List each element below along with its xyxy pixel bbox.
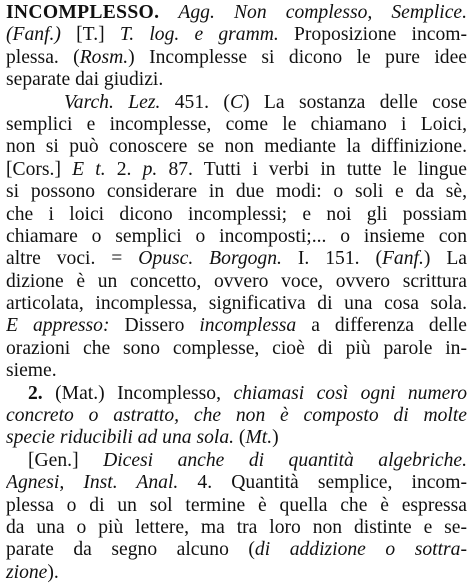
entry-line: INCOMPLESSO. Agg. Non complesso, Semplice. [6,2,467,23]
citation-line: non si può conoscere se non mediante la diffinizione. [6,136,467,158]
citation-line: si possono considerare in due modi: o soli e da sè, [6,181,467,203]
citation-line: E appresso: Dissero incomplessa a differenza delle [6,315,467,337]
sense-line: concreto o astratto, che non è composto di molte [6,405,467,427]
citation-line: dizione è un concetto, ovvero voce, ovvero scrittura [6,270,467,292]
sense-line: 2. (Mat.) Incomplesso, chiamasi così ogni numero [28,382,467,404]
sense-line: parate da segno alcuno (di addizione o sottra- [6,539,467,561]
headword: INCOMPLESSO. [6,2,160,23]
citation-line: orazioni che sono complesse, cioè di più parole in- [6,337,467,359]
citation-line: che i loici dicono incomplessi; e noi gli possiam [6,203,467,225]
citation-line: chiamare o semplici o incomposti;... o insieme con [6,225,467,247]
citation-line: sieme. [6,360,57,382]
citation-line: altre voci. = Opusc. Borgogn. I. 151. (Fanf.) La [6,248,467,270]
entry-line: (Fanf.) [T.] T. log. e gramm. Proposizione incom- [6,24,467,46]
sense-line: plessa o di un sol termine è quella che è espressa [6,494,467,516]
entry-line: separate dai giudizi. [6,69,164,91]
sense-line: specie riducibili ad una sola. (Mt.) [6,427,279,449]
sense-line: [Gen.] Dicesi anche di quantità algebriche. [28,449,467,471]
entry-line: plessa. (Rosm.) Incomplesse si dicono le pure idee [6,46,467,68]
citation-line: articolata, incomplessa, significativa di una cosa sola. [6,293,467,315]
sense-line: zione). [6,561,59,583]
citation-line: Varch. Lez. 451. (C) La sostanza delle cose [64,91,467,113]
citation-line: [Cors.] E t. 2. p. 87. Tutti i verbi in tutte le lingue [6,158,467,180]
sense-number: 2. [28,382,56,404]
sense-line: Agnesi, Inst. Anal. 4. Quantità semplice, incom- [6,472,467,494]
citation-line: semplici e incomplesse, come le chiamano i Loici, [6,113,467,135]
sense-line: da una o più lettere, ma tra loro non distinte e se- [6,517,467,539]
